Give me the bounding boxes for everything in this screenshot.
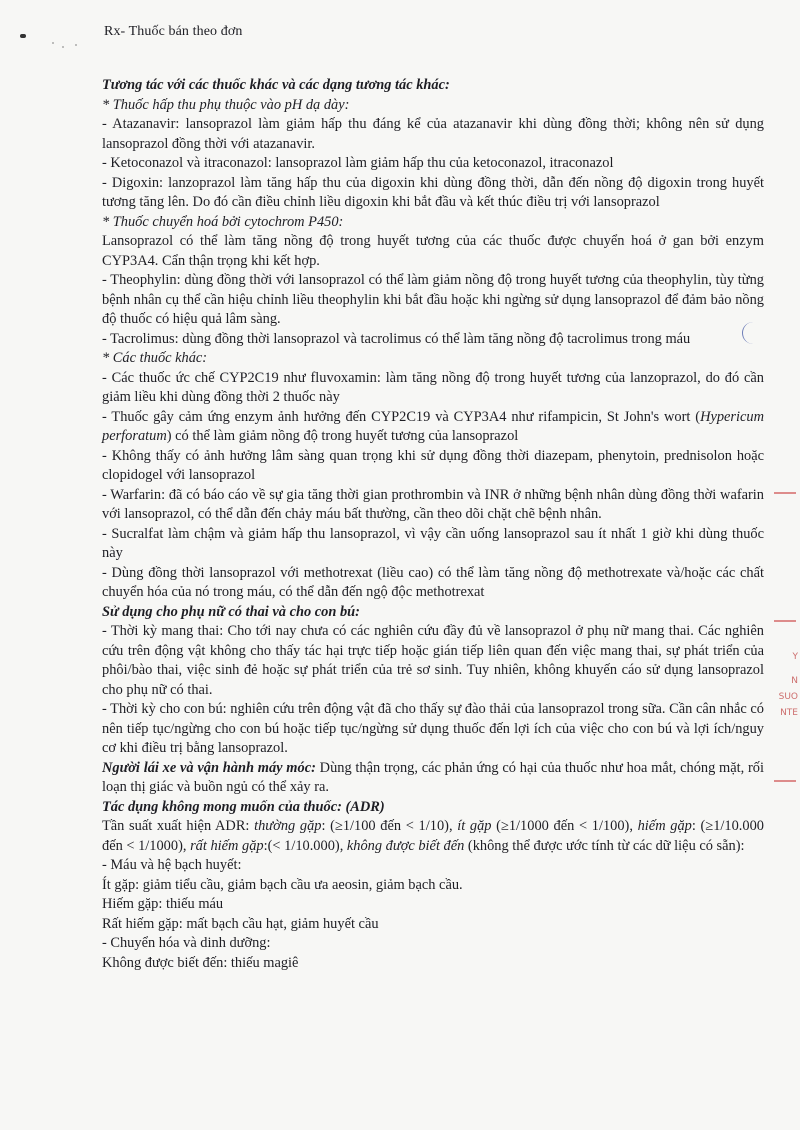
scan-artifact (52, 42, 54, 44)
stamp-stroke (774, 492, 796, 494)
body-paragraph (102, 759, 764, 798)
subsection-heading: * Các thuốc khác: (102, 350, 208, 366)
text-run: :(< 1/10.000), (263, 837, 347, 854)
scan-artifact (62, 46, 64, 48)
section-heading: Sử dụng cho phụ nữ có thai và cho con bú: (102, 603, 360, 620)
body-paragraph: - Digoxin: lanzoprazol làm tăng hấp thu của digoxin khi dùng đồng thời, dẫn đến nồng độ digoxin trong huyết tương tăng lên. Do đó cần điều chỉnh liều digoxin khi bắt đầu và kết thúc điều trị với lansoprazol (102, 174, 764, 210)
body-paragraph: - Ketoconazol và itraconazol: lansoprazol làm giảm hấp thu của ketoconazol, itraconazol (102, 155, 614, 171)
body-paragraph: - Theophylin: dùng đồng thời với lansoprazol có thể làm giảm nồng độ trong huyết tương của theophylin, tùy từng bệnh nhân cụ thể cần hiệu chỉnh liều theophylin khi bắt đầu hoặc khi ngừng sử dụng lansoprazol để đảm bảo nồng độ thuốc có hiệu quả lâm sàng. (102, 272, 764, 327)
text-run: : (≥1/100 đến < 1/10), (321, 818, 458, 834)
stamp-text: Y (792, 652, 798, 662)
body-paragraph: - Thời kỳ mang thai: Cho tới nay chưa có các nghiên cứu đầy đủ về lansoprazol ở phụ nữ mang thai. Các nghiên cứu trên động vật không cho thấy tác hại trực tiếp hoặc gián tiếp liên quan đến việc mang thai, sự phát triển của phôi/bào thai, việc sinh đẻ hoặc sự phát triển của trẻ sơ sinh. Tuy nhiên, không khuyến cáo sử dụng lansoprazol cho phụ nữ có thai. (102, 623, 764, 698)
latin-name: Hypericum perforatum (102, 408, 764, 444)
list-line: Hiếm gặp: thiếu máu (102, 896, 224, 912)
frequency-term: hiếm gặp (637, 818, 692, 834)
stamp-stroke (774, 620, 796, 622)
stamp-text: SUO (778, 692, 798, 702)
frequency-term: thường gặp (254, 818, 322, 834)
text-run: (không thể được ước tính từ các dữ liệu có sẵn): (464, 837, 745, 854)
scan-artifact (20, 34, 26, 38)
document-body (102, 76, 764, 973)
section-heading: Tương tác với các thuốc khác và các dạng tương tác khác: (102, 77, 450, 93)
margin-stamp (770, 480, 800, 810)
list-line: - Máu và hệ bạch huyết: (102, 857, 242, 873)
body-paragraph: - Sucralfat làm chậm và giảm hấp thu lansoprazol, vì vậy cần uống lansoprazol sau ít nhất 1 giờ khi dùng thuốc này (102, 525, 764, 561)
text-run: Dùng thận trọng, các phản ứng có hại của thuốc như hoa mắt, chóng mặt, rối loạn thị giác và buồn ngủ có thể xảy ra. (102, 759, 764, 795)
pen-annotation (742, 322, 757, 344)
body-paragraph: Lansoprazol có thể làm tăng nồng độ trong huyết tương của các thuốc được chuyển hoá ở gan bởi enzym CYP3A4. Cẩn thận trọng khi kết hợp. (102, 233, 764, 269)
frequency-term: không được biết đến (346, 837, 465, 854)
stamp-text: N (791, 676, 798, 686)
frequency-paragraph (102, 817, 764, 856)
scan-artifact (75, 44, 77, 46)
body-paragraph: - Dùng đồng thời lansoprazol với methotrexat (liều cao) có thể làm tăng nồng độ methotrexate và/hoặc các chất chuyển hóa của nó trong máu, có thể dẫn đến ngộ độc methotrexat (102, 564, 764, 600)
text-run: Tần suất xuất hiện ADR: (102, 818, 255, 834)
body-paragraph: - Tacrolimus: dùng đồng thời lansoprazol và tacrolimus có thể làm tăng nồng độ tacrolimus trong máu (102, 330, 691, 347)
subsection-heading: * Thuốc chuyển hoá bởi cytochrom P450: (102, 213, 344, 230)
section-heading: Tác dụng không mong muốn của thuốc: (ADR) (102, 798, 385, 815)
frequency-term: rất hiếm gặp (190, 837, 264, 854)
inline-heading: Người lái xe và vận hành máy móc: (102, 759, 316, 776)
list-line: - Chuyển hóa và dinh dưỡng: (102, 935, 271, 951)
stamp-text: NTE (780, 708, 798, 718)
list-line: Rất hiếm gặp: mất bạch cầu hạt, giảm huyết cầu (102, 915, 379, 932)
text-run: - Thuốc gây cảm ứng enzym ảnh hưởng đến CYP2C19 và CYP3A4 như rifampicin, St John's wort ( (102, 408, 701, 425)
list-line: Không được biết đến: thiếu magiê (102, 954, 299, 971)
body-paragraph: - Các thuốc ức chế CYP2C19 như fluvoxamin: làm tăng nồng độ trong huyết tương của lanzoprazol, do đó cần giảm liều khi dùng đồng thời 2 thuốc này (102, 369, 764, 405)
body-paragraph: - Warfarin: đã có báo cáo về sự gia tăng thời gian prothrombin và INR ở những bệnh nhân dùng đồng thời wafarin với lansoprazol, có thể dẫn đến chảy máu bất thường, cần theo dõi chặt chẽ bệnh nhân. (102, 486, 764, 522)
body-paragraph: - Không thấy có ảnh hưởng lâm sàng quan trọng khi sử dụng đồng thời diazepam, phenytoin, prednisolon hoặc clopidogel với lansoprazol (102, 447, 764, 483)
text-run: (≥1/1000 đến < 1/100), (491, 818, 638, 834)
page-header: Rx- Thuốc bán theo đơn (104, 24, 243, 39)
body-paragraph (102, 408, 764, 447)
text-run: ) có thể làm giảm nồng độ trong huyết tương của lansoprazol (166, 428, 519, 444)
list-line: Ít gặp: giảm tiểu cầu, giảm bạch cầu ưa aeosin, giảm bạch cầu. (102, 876, 463, 893)
stamp-stroke (774, 780, 796, 782)
frequency-term: ít gặp (457, 818, 492, 834)
text-run: : (≥1/10.000 đến < 1/1000), (102, 818, 764, 854)
subsection-heading: * Thuốc hấp thu phụ thuộc vào pH dạ dày: (102, 96, 350, 113)
body-paragraph: - Thời kỳ cho con bú: nghiên cứu trên động vật đã cho thấy sự đào thải của lansoprazol trong sữa. Cần cân nhắc có nên tiếp tục/ngừng cho con bú hoặc tiếp tục/ngừng sử dụng thuốc đến lợi ích của việc cho con bú và lợi ích/nguy cơ khi điều trị bằng lansoprazol. (102, 701, 764, 756)
body-paragraph: - Atazanavir: lansoprazol làm giảm hấp thu đáng kể của atazanavir khi dùng đồng thời; không nên sử dụng lansoprazol đồng thời với atazanavir. (102, 116, 764, 152)
